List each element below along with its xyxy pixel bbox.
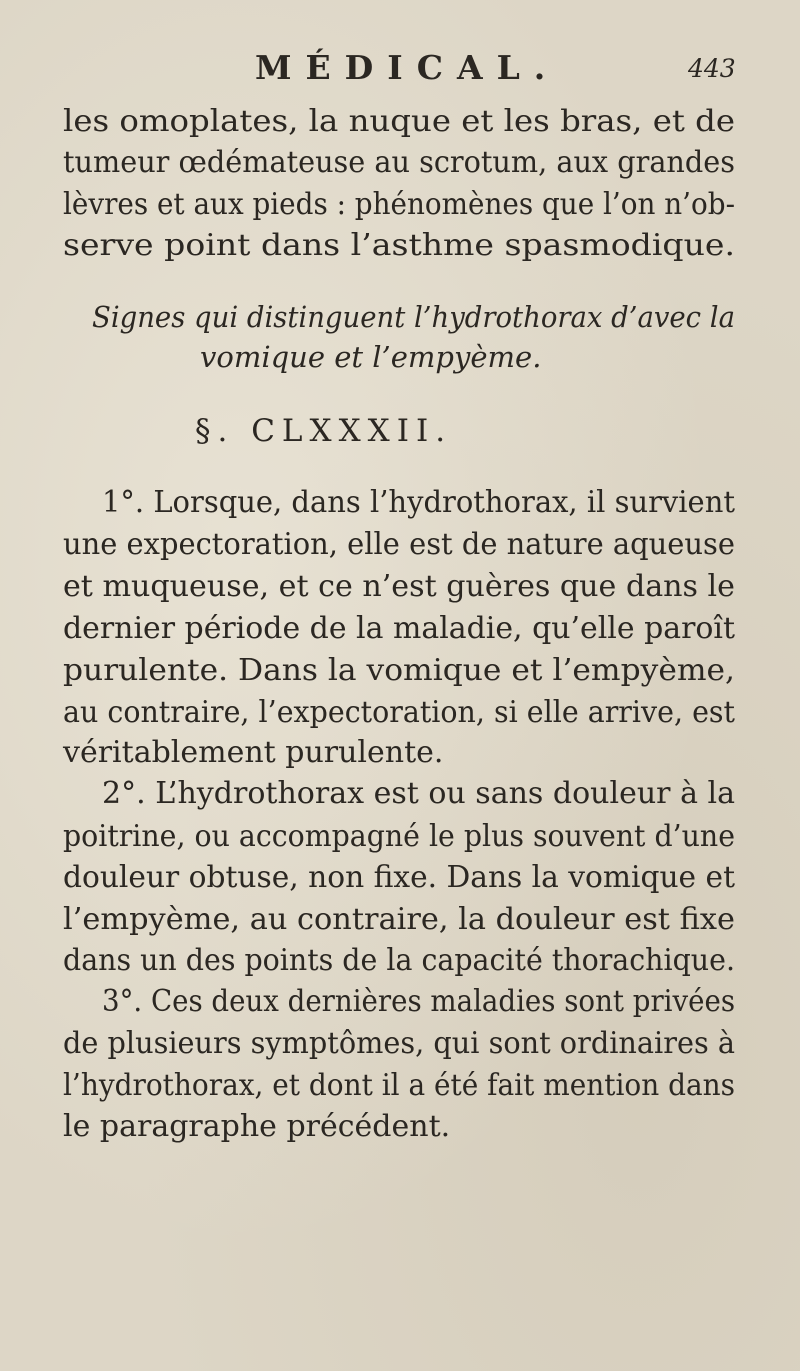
subtitle-line: Signes qui distinguent l’hydrothorax d’avec la (92, 300, 735, 334)
text-line: douleur obtuse, non fixe. Dans la vomique et (63, 860, 735, 895)
text-line: 2°. L’hydrothorax est ou sans douleur à la (102, 776, 735, 811)
text-line: les omoplates, la nuque et les bras, et de (63, 104, 735, 139)
section-heading: §. CLXXXII. (195, 413, 453, 449)
text-line: 3°. Ces deux dernières maladies sont privées (102, 984, 735, 1019)
text-line: au contraire, l’expectoration, si elle arrive, est (63, 695, 735, 730)
text-line: l’hydrothorax, et dont il a été fait mention dans (63, 1068, 735, 1103)
text-line: lèvres et aux pieds : phénomènes que l’on n’ob- (63, 187, 735, 222)
text-line: l’empyème, au contraire, la douleur est fixe (63, 902, 736, 937)
page-number: 443 (688, 54, 736, 83)
text-line: de plusieurs symptômes, qui sont ordinaires à (63, 1026, 735, 1061)
text-line: serve point dans l’asthme spasmodique. (63, 228, 735, 263)
text-line: une expectoration, elle est de nature aqueuse (63, 527, 735, 562)
text-line: 1°. Lorsque, dans l’hydrothorax, il survient (102, 485, 735, 520)
subtitle-line: vomique et l’empyème. (200, 340, 542, 374)
text-line: tumeur œdémateuse au scrotum, aux grandes (63, 145, 735, 180)
text-line: purulente. Dans la vomique et l’empyème, (63, 653, 735, 688)
text-line: le paragraphe précédent. (63, 1109, 451, 1144)
text-line: et muqueuse, et ce n’est guères que dans le (63, 569, 735, 604)
running-title: MÉDICAL. (255, 48, 560, 87)
text-line: dernier période de la maladie, qu’elle paroît (63, 611, 735, 646)
text-line: dans un des points de la capacité thorachique. (63, 943, 735, 978)
text-line: poitrine, ou accompagné le plus souvent d’une (63, 819, 735, 854)
text-line: véritablement purulente. (63, 735, 444, 770)
running-head (0, 48, 800, 98)
